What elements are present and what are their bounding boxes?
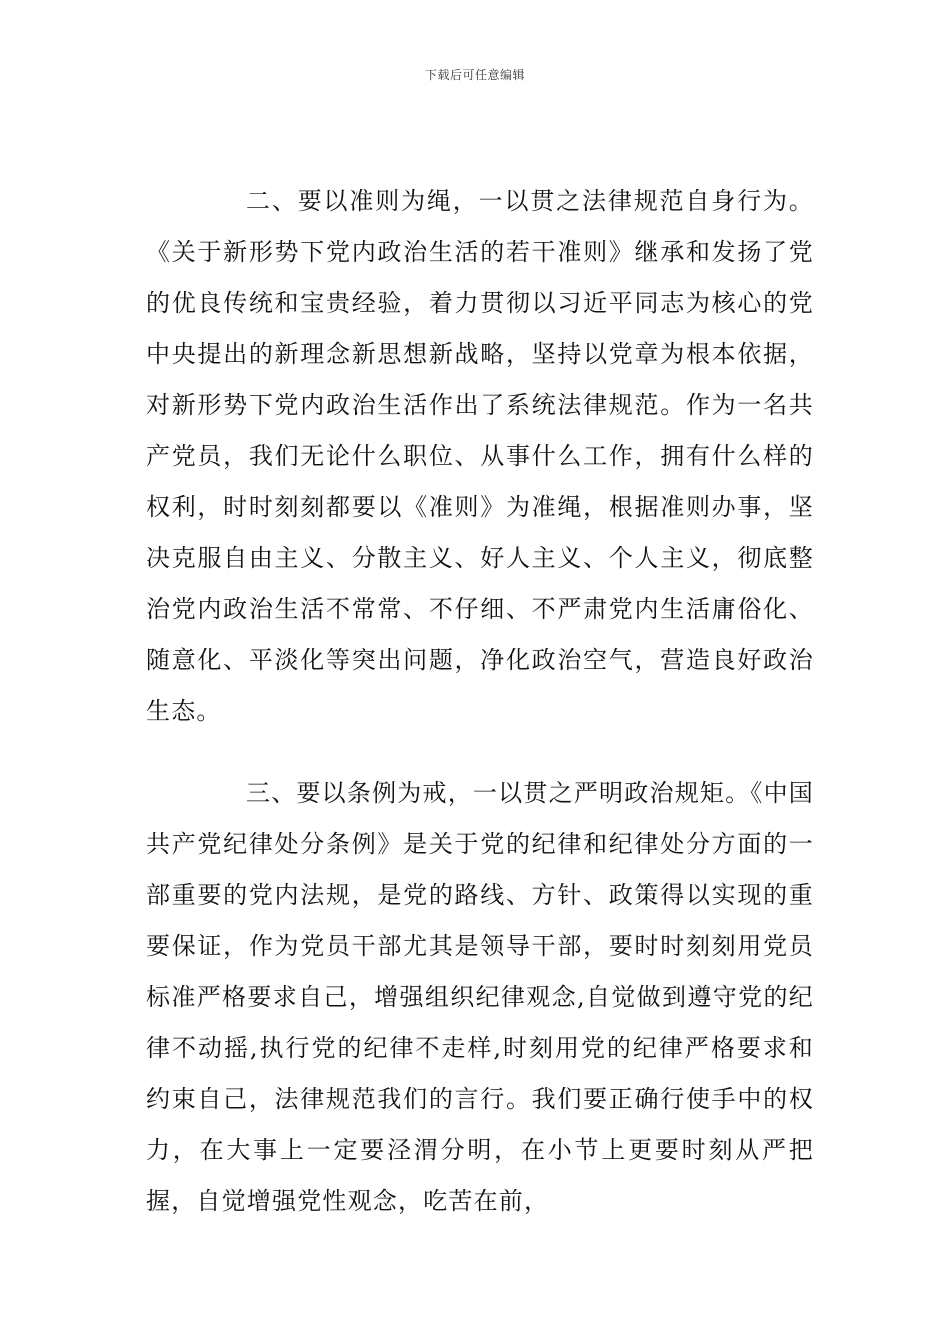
paragraph-section-2: 二、要以准则为绳，一以贯之法律规范自身行为。《关于新形势下党内政治生活的若干准则》继承和发扬了党的优良传统和宝贵经验，着力贯彻以习近平同志为核心的党中央提出的新理念新思想新战略，坚持以党章为根本依据，对新形势下党内政治生活作出了系统法律规范。作为一名共产党员，我们无论什么职位、从事什么工作，拥有什么样的权利，时时刻刻都要以《准则》为准绳，根据准则办事，坚决克服自由主义、分散主义、好人主义、个人主义，彻底整治党内政治生活不常常、不仔细、不严肃党内生活庸俗化、随意化、平淡化等突出问题，净化政治空气，营造良好政治生态。 bbox=[146, 187, 814, 725]
header-note: 下载后可任意编辑 bbox=[424, 68, 525, 82]
paragraph-section-3: 三、要以条例为戒，一以贯之严明政治规矩。《中国共产党纪律处分条例》是关于党的纪律和纪律处分方面的一部重要的党内法规，是党的路线、方针、政策得以实现的重要保证，作为党员干部尤其是领导干部，要时时刻刻用党员标准严格要求自己，增强组织纪律观念,自觉做到遵守党的纪律不动摇,执行党的纪律不走样,时刻用党的纪律严格要求和约束自己，法律规范我们的言行。我们要正确行使手中的权力，在大事上一定要泾渭分明，在小节上更要时刻从严把握，自觉增强党性观念，吃苦在前， bbox=[146, 779, 814, 1215]
